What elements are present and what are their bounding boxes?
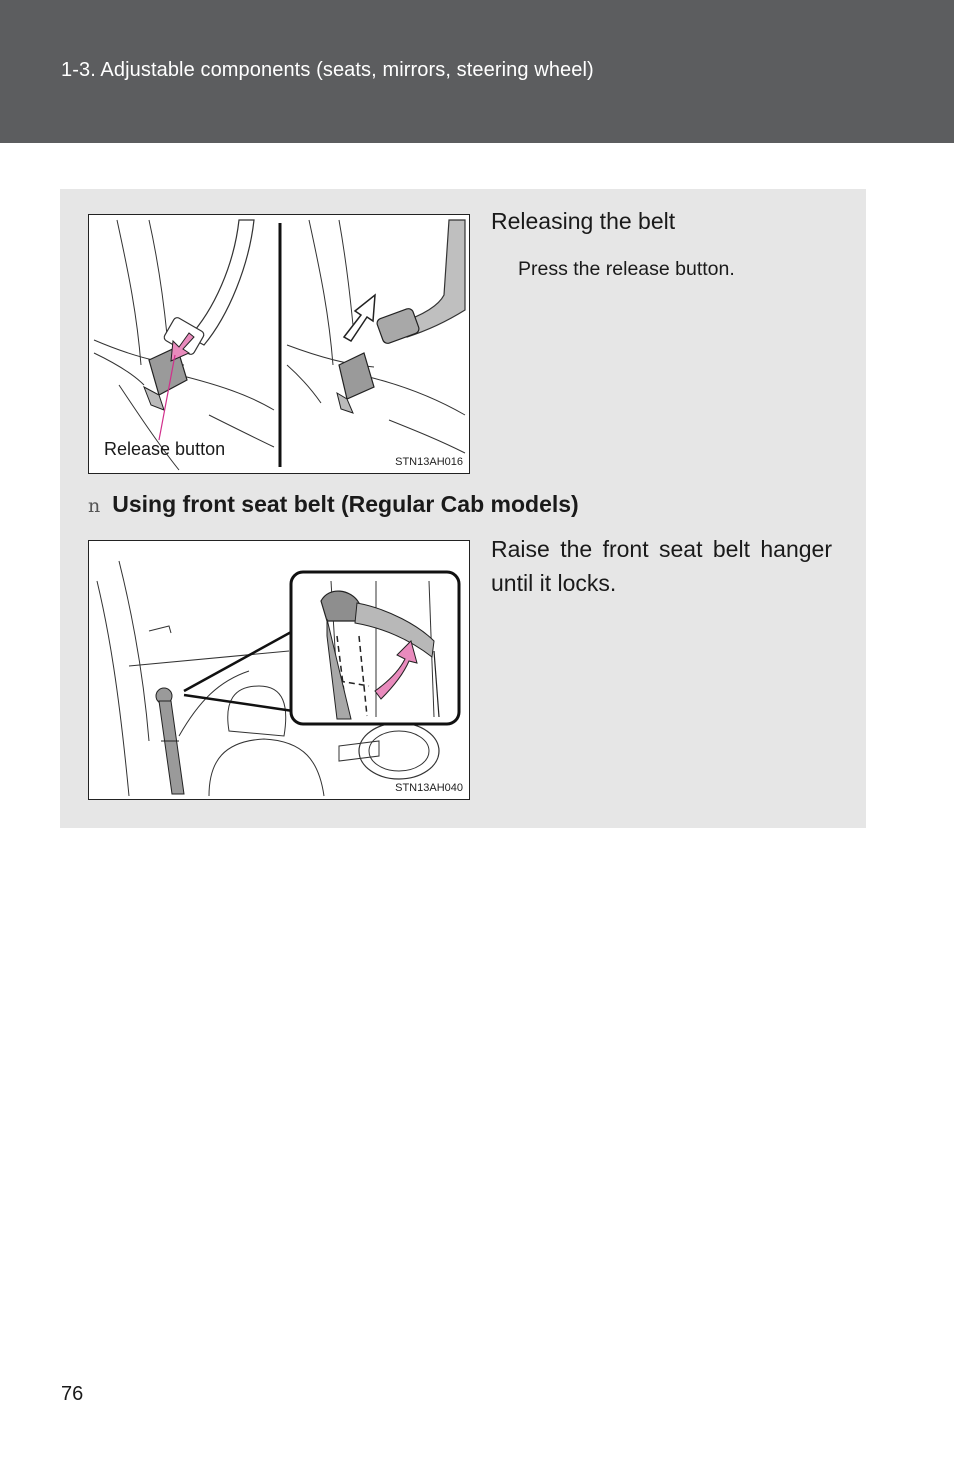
- section-heading: [88, 491, 579, 518]
- belt-hanger-illustration: [88, 540, 470, 800]
- page-header: [0, 0, 954, 143]
- release-belt-drawing: [89, 215, 470, 474]
- hanger-instruction: Raise the front seat belt hanger until it locks.: [491, 536, 832, 596]
- step-instruction: Press the release button.: [518, 258, 735, 280]
- figure-code: STN13AH040: [395, 782, 463, 794]
- step-title: Releasing the belt: [491, 208, 676, 234]
- release-belt-illustration: [88, 214, 470, 474]
- page-number: 76: [61, 1383, 84, 1405]
- release-button-label: Release button: [104, 439, 226, 459]
- header-title: 1-3. Adjustable components (seats, mirrors, steering wheel): [61, 59, 594, 81]
- figure-code: STN13AH016: [395, 456, 463, 468]
- bullet-icon: n: [88, 495, 101, 517]
- belt-hanger-drawing: [89, 541, 470, 800]
- section-heading-text: Using front seat belt (Regular Cab models): [112, 491, 579, 517]
